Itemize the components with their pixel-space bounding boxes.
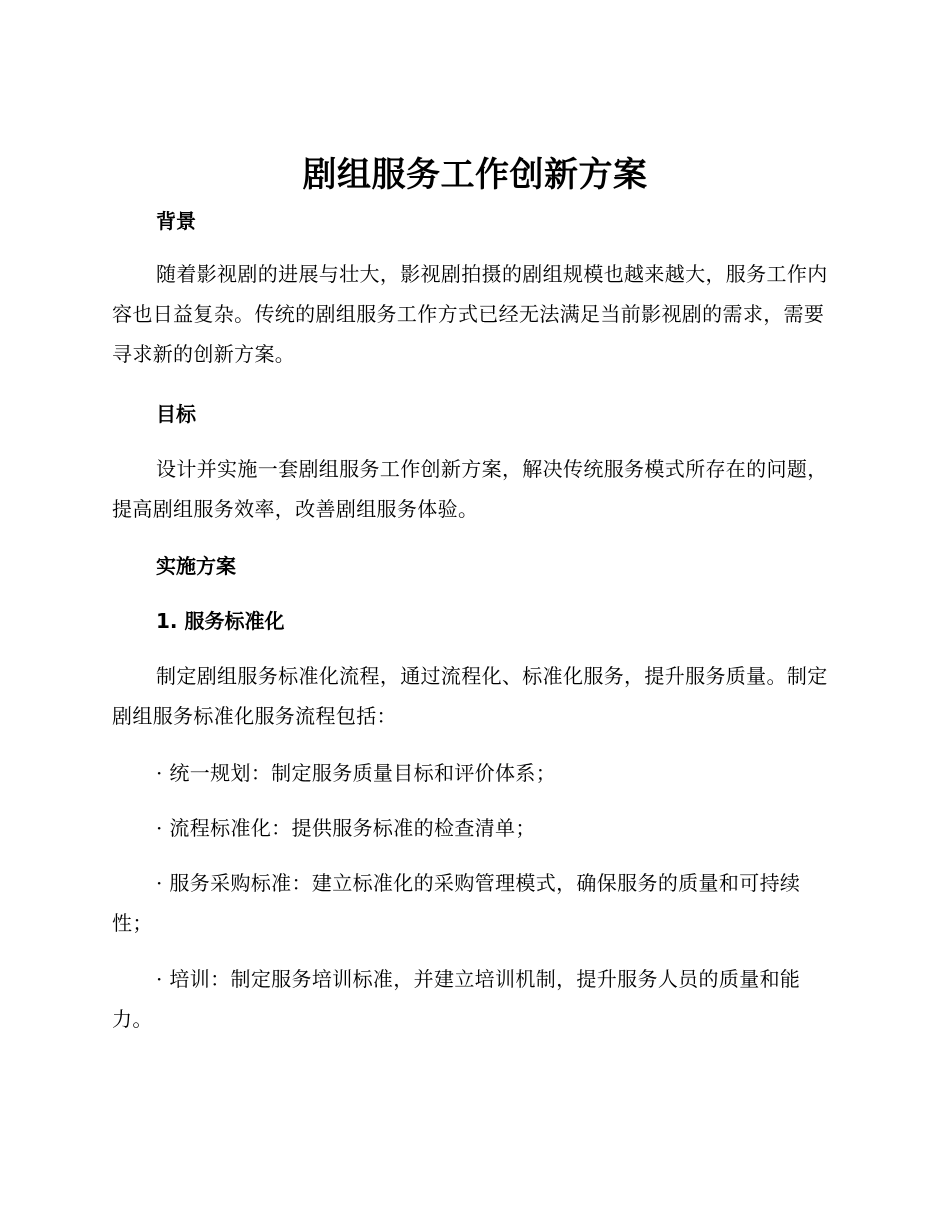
heading-goal: 目标 — [156, 402, 196, 426]
document-title: 剧组服务工作创新方案 — [302, 155, 648, 195]
subheading-standardization: 1. 服务标准化 — [156, 609, 285, 633]
heading-plan: 实施方案 — [156, 554, 236, 578]
bullet-item-4: · 培训：制定服务培训标准，并建立培训机制，提升服务人员的质量和能力。 — [112, 967, 801, 1031]
bullet-item-3: · 服务采购标准：建立标准化的采购管理模式，确保服务的质量和可持续性； — [112, 871, 801, 935]
paragraph-background: 随着影视剧的进展与壮大，影视剧拍摄的剧组规模也越来越大，服务工作内容也日益复杂。传统的剧组服务工作方式已经无法满足当前影视剧的需求，需要寻求新的创新方案。 — [112, 262, 828, 366]
paragraph-goal: 设计并实施一套剧组服务工作创新方案，解决传统服务模式所存在的问题，提高剧组服务效率，改善剧组服务体验。 — [112, 457, 828, 521]
paragraph-plan-intro: 制定剧组服务标准化流程，通过流程化、标准化服务，提升服务质量。制定剧组服务标准化服务流程包括： — [112, 664, 828, 728]
bullet-item-2: · 流程标准化：提供服务标准的检查清单； — [156, 816, 536, 840]
bullet-item-1: · 统一规划：制定服务质量目标和评价体系； — [156, 761, 557, 785]
heading-background: 背景 — [156, 209, 196, 233]
